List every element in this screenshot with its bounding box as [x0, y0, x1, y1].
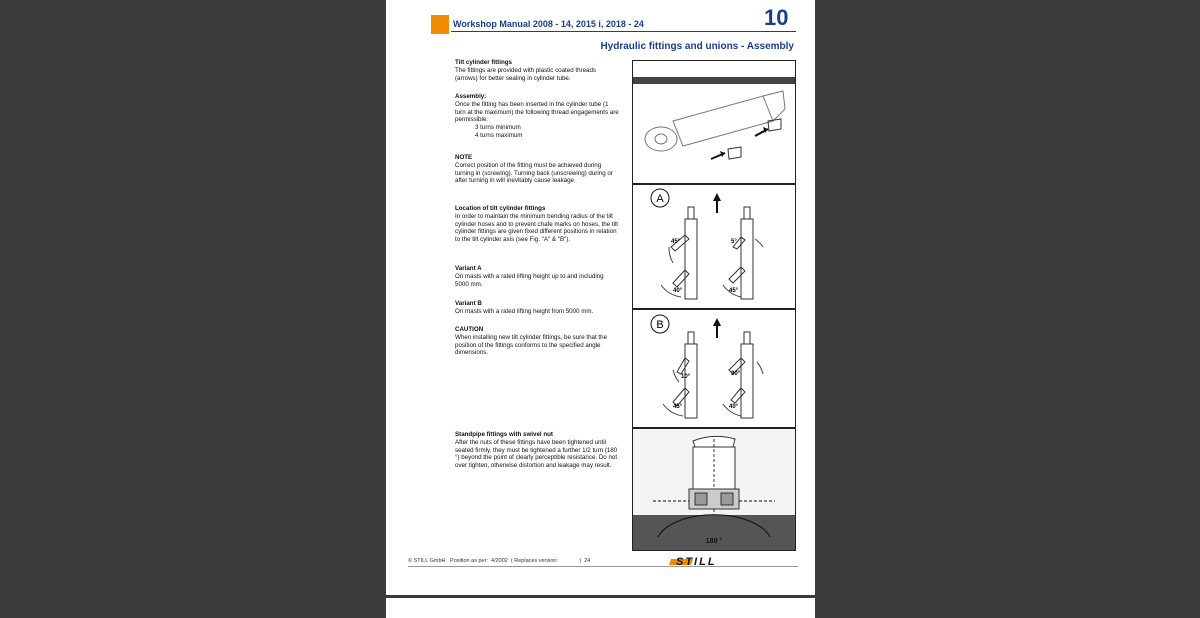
variant-a-body: On masts with a rated lifting height up to and including 5000 mm. [455, 272, 604, 288]
tilt-heading: Tilt cylinder fittings [455, 59, 512, 66]
caution-text [455, 326, 619, 357]
header-rule [451, 31, 796, 32]
still-logo: STILL [676, 556, 717, 568]
tilt-cylinder-figure [632, 60, 796, 184]
footer-text: © STILL GmbH Position as per: 4/2002 ( Replaces version: ) 24 [408, 558, 591, 564]
assembly-min: 3 turns minimum [475, 124, 521, 132]
figure-b-drawing [633, 310, 795, 427]
angle-label: 5° [731, 239, 737, 245]
figure-b-label: B [656, 319, 664, 331]
tilt-body: The fittings are provided with plastic coated threads (arrows) for better sealing in cylinder tube. [455, 66, 597, 82]
location-heading: Location of tilt cylinder fittings [455, 205, 546, 212]
angle-label: 45° [673, 404, 683, 410]
variant-b-heading: Variant B [455, 300, 482, 307]
footer-rule [408, 566, 798, 567]
swivel-nut-figure [632, 428, 796, 551]
note-body: Correct position of the fitting must be achieved during turning in (screwing). Turning back (unscrewing) during or after turning in will inevitably cause leakage. [455, 161, 613, 185]
section-number: 10 [764, 5, 789, 30]
tilt-cylinder-drawing [633, 61, 795, 183]
assembly-body: Once the fitting has been inserted in the cylinder tube (1 turn at the maximum) the following thread engagements are permissible: [455, 100, 619, 124]
variant-b-body: On masts with a rated lifting height from 5000 mm. [455, 307, 594, 315]
variant-a-text [455, 265, 619, 288]
angle-label: 40° [673, 288, 683, 294]
note-heading: NOTE [455, 154, 473, 161]
location-text [455, 205, 619, 244]
manual-title: Workshop Manual 2008 - 14, 2015 i, 2018 - 24 [453, 19, 644, 29]
page-subtitle: Hydraulic fittings and unions - Assembly [600, 41, 794, 52]
angle-label: 10° [681, 374, 691, 380]
angle-label: 30° [731, 371, 741, 377]
swivel-angle-label: 180 ° [705, 538, 723, 545]
manual-page [386, 0, 815, 595]
location-body: In order to maintain the minimum bending radius of the tilt cylinder hoses and to prevent chafe marks on hoses, the tilt cylinder fittings are given fixed different positions in relation to the tilt cylinder axis (see Fig. "A" & "B"). [455, 212, 619, 244]
orange-square-icon [431, 15, 449, 34]
standpipe-heading: Standpipe fittings with swivel nut [455, 431, 553, 438]
figure-a-label: A [656, 193, 664, 205]
assembly-max: 4 turns maximum [475, 131, 523, 139]
angle-label: 40° [729, 404, 739, 410]
assembly-heading: Assembly: [455, 93, 487, 100]
caution-heading: CAUTION [455, 326, 484, 333]
tilt-fittings-text [455, 59, 619, 82]
variant-b-text [455, 300, 619, 316]
variant-a-heading: Variant A [455, 265, 482, 272]
figure-a-drawing [633, 185, 795, 308]
angle-label: 45° [729, 288, 739, 294]
angle-label: 45° [671, 239, 681, 245]
figure-b [632, 309, 796, 428]
next-page [386, 598, 815, 618]
caution-body: When installing new tilt cylinder fittings, be sure that the position of the fittings conforms to the specified angle dimensions. [455, 333, 608, 357]
note-text [455, 154, 619, 185]
standpipe-text [455, 431, 619, 470]
figure-a [632, 184, 796, 309]
swivel-nut-drawing [633, 429, 795, 550]
standpipe-body: After the nuts of these fittings have been tightened until seated firmly, they must be tightened a further 1/2 turn (180 °) beyond the point of clearly perceptible resistance. Do not over tighten, otherwise distortion and leakage may result. [455, 438, 618, 470]
assembly-text [455, 93, 619, 140]
